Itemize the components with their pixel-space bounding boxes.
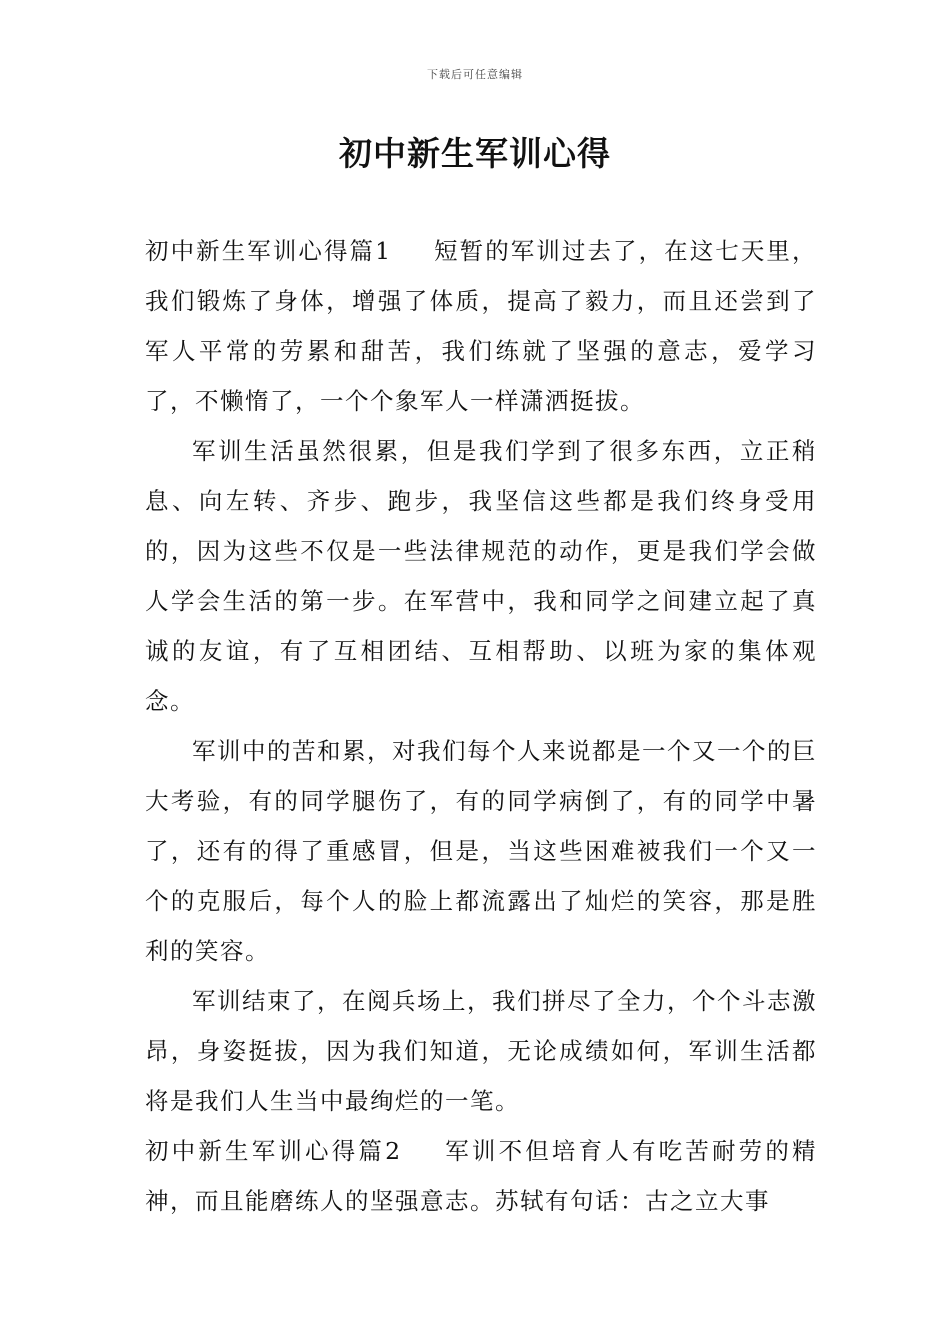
section-2-intro-paragraph xyxy=(145,1126,817,1226)
section-2-intro-text: 军训不但培育人有吃苦耐劳的精神，而且能磨练人的坚强意志。苏轼有句话：古之立大事 xyxy=(145,1137,818,1215)
section-1-paragraph-3: 军训结束了，在阅兵场上，我们拼尽了全力，个个斗志激昂，身姿挺拔，因为我们知道，无论成绩如何，军训生活都将是我们人生当中最绚烂的一笔。 xyxy=(145,987,817,1115)
section-1-paragraph-1: 军训生活虽然很累，但是我们学到了很多东西，立正稍息、向左转、齐步、跑步，我坚信这些都是我们终身受用的，因为这些不仅是一些法律规范的动作，更是我们学会做人学会生活的第一步。在军营中，我和同学之间建立起了真诚的友谊，有了互相团结、互相帮助、以班为家的集体观念。 xyxy=(145,437,817,715)
section-1-label: 初中新生军训心得篇1 xyxy=(145,237,392,265)
section-1-intro-text: 短暂的军训过去了，在这七天里，我们锻炼了身体，增强了体质，提高了毅力，而且还尝到了军人平常的劳累和甜苦，我们练就了坚强的意志，爱学习了，不懒惰了，一个个象军人一样潇洒挺拔。 xyxy=(145,237,817,415)
section-1-intro-paragraph xyxy=(145,226,817,426)
document-title: 初中新生军训心得 xyxy=(339,134,611,173)
section-2-label: 初中新生军训心得篇2 xyxy=(145,1137,402,1165)
header-note: 下载后可任意编辑 xyxy=(427,68,523,81)
document-body xyxy=(145,226,817,1226)
section-1-paragraph-2: 军训中的苦和累，对我们每个人来说都是一个又一个的巨大考验，有的同学腿伤了，有的同学病倒了，有的同学中暑了，还有的得了重感冒，但是，当这些困难被我们一个又一个的克服后，每个人的脸上都流露出了灿烂的笑容，那是胜利的笑容。 xyxy=(145,737,817,965)
